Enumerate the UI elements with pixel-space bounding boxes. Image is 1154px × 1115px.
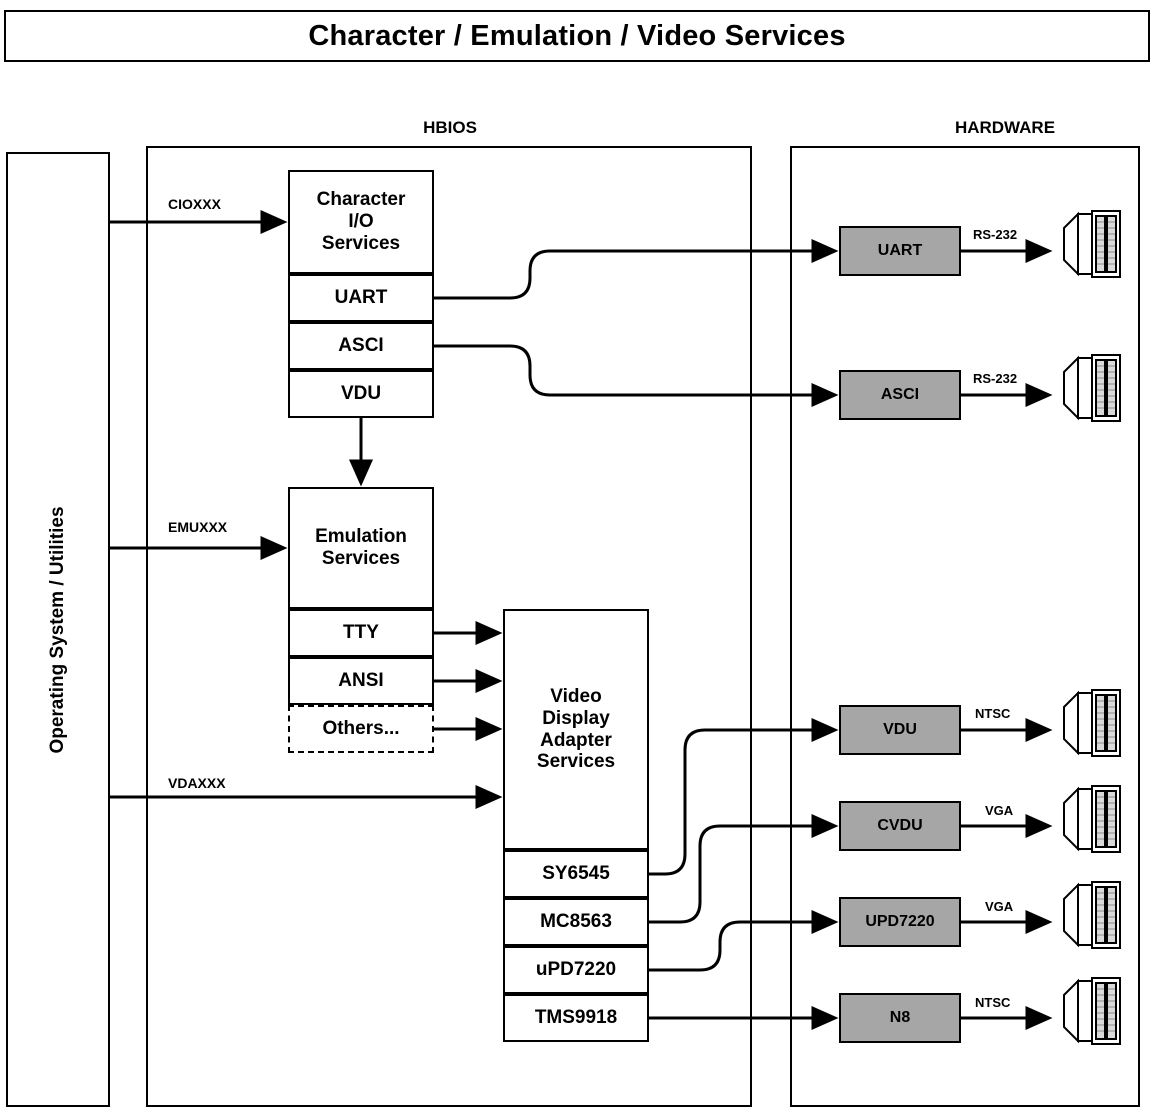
char-io-row-asci: ASCI xyxy=(288,322,434,370)
edge-label-emuxxx: EMUXXX xyxy=(168,519,228,535)
char-io-header-line-3: Services xyxy=(321,232,401,254)
emulation-header-line-1: Emulation xyxy=(315,526,407,548)
emulation-row-ansi: ANSI xyxy=(288,657,434,705)
vda-header-line-2: Display xyxy=(542,707,610,729)
signal-label-n8: NTSC xyxy=(975,995,1011,1010)
emulation-row-others: Others... xyxy=(288,705,434,753)
vda-row-upd7220: uPD7220 xyxy=(503,946,649,994)
hardware-block-vdu: VDU xyxy=(839,705,961,755)
vda-row-mc8563: MC8563 xyxy=(503,898,649,946)
signal-label-vdu: NTSC xyxy=(975,706,1011,721)
vda-services-header xyxy=(503,609,649,850)
hardware-block-uart: UART xyxy=(839,226,961,276)
hardware-group-label: HARDWARE xyxy=(954,118,1056,137)
vda-header-line-4: Services xyxy=(536,751,616,773)
char-io-row-vdu: VDU xyxy=(288,370,434,418)
hbios-container xyxy=(146,146,752,1107)
diagram-title-bar xyxy=(4,10,1150,62)
char-io-row-uart: UART xyxy=(288,274,434,322)
signal-label-asci: RS-232 xyxy=(973,371,1018,386)
edge-label-cioxxx: CIOXXX xyxy=(168,196,221,212)
hardware-container xyxy=(790,146,1140,1107)
signal-label-cvdu: VGA xyxy=(985,803,1014,818)
hardware-block-asci: ASCI xyxy=(839,370,961,420)
os-utilities-label: Operating System / Utilities xyxy=(47,505,68,754)
vda-header-line-3: Adapter xyxy=(540,729,612,751)
vda-header-line-1: Video xyxy=(550,685,602,707)
emulation-header-line-2: Services xyxy=(321,548,401,569)
emulation-row-tty: TTY xyxy=(288,609,434,657)
hardware-block-cvdu: CVDU xyxy=(839,801,961,851)
signal-label-uart: RS-232 xyxy=(973,227,1018,242)
os-utilities-column xyxy=(6,152,110,1107)
hardware-block-upd7220: UPD7220 xyxy=(839,897,961,947)
emulation-services-header xyxy=(288,487,434,609)
character-io-services-header xyxy=(288,170,434,274)
char-io-header-line-1: Character xyxy=(316,189,406,211)
page-title: Character / Emulation / Video Services xyxy=(308,19,846,52)
hbios-group-label: HBIOS xyxy=(423,118,477,137)
hardware-block-n8: N8 xyxy=(839,993,961,1043)
edge-label-vdaxxx: VDAXXX xyxy=(168,775,226,791)
signal-label-upd7220: VGA xyxy=(985,899,1014,914)
vda-row-tms9918: TMS9918 xyxy=(503,994,649,1042)
vda-row-sy6545: SY6545 xyxy=(503,850,649,898)
char-io-header-line-2: I/O xyxy=(348,211,374,233)
